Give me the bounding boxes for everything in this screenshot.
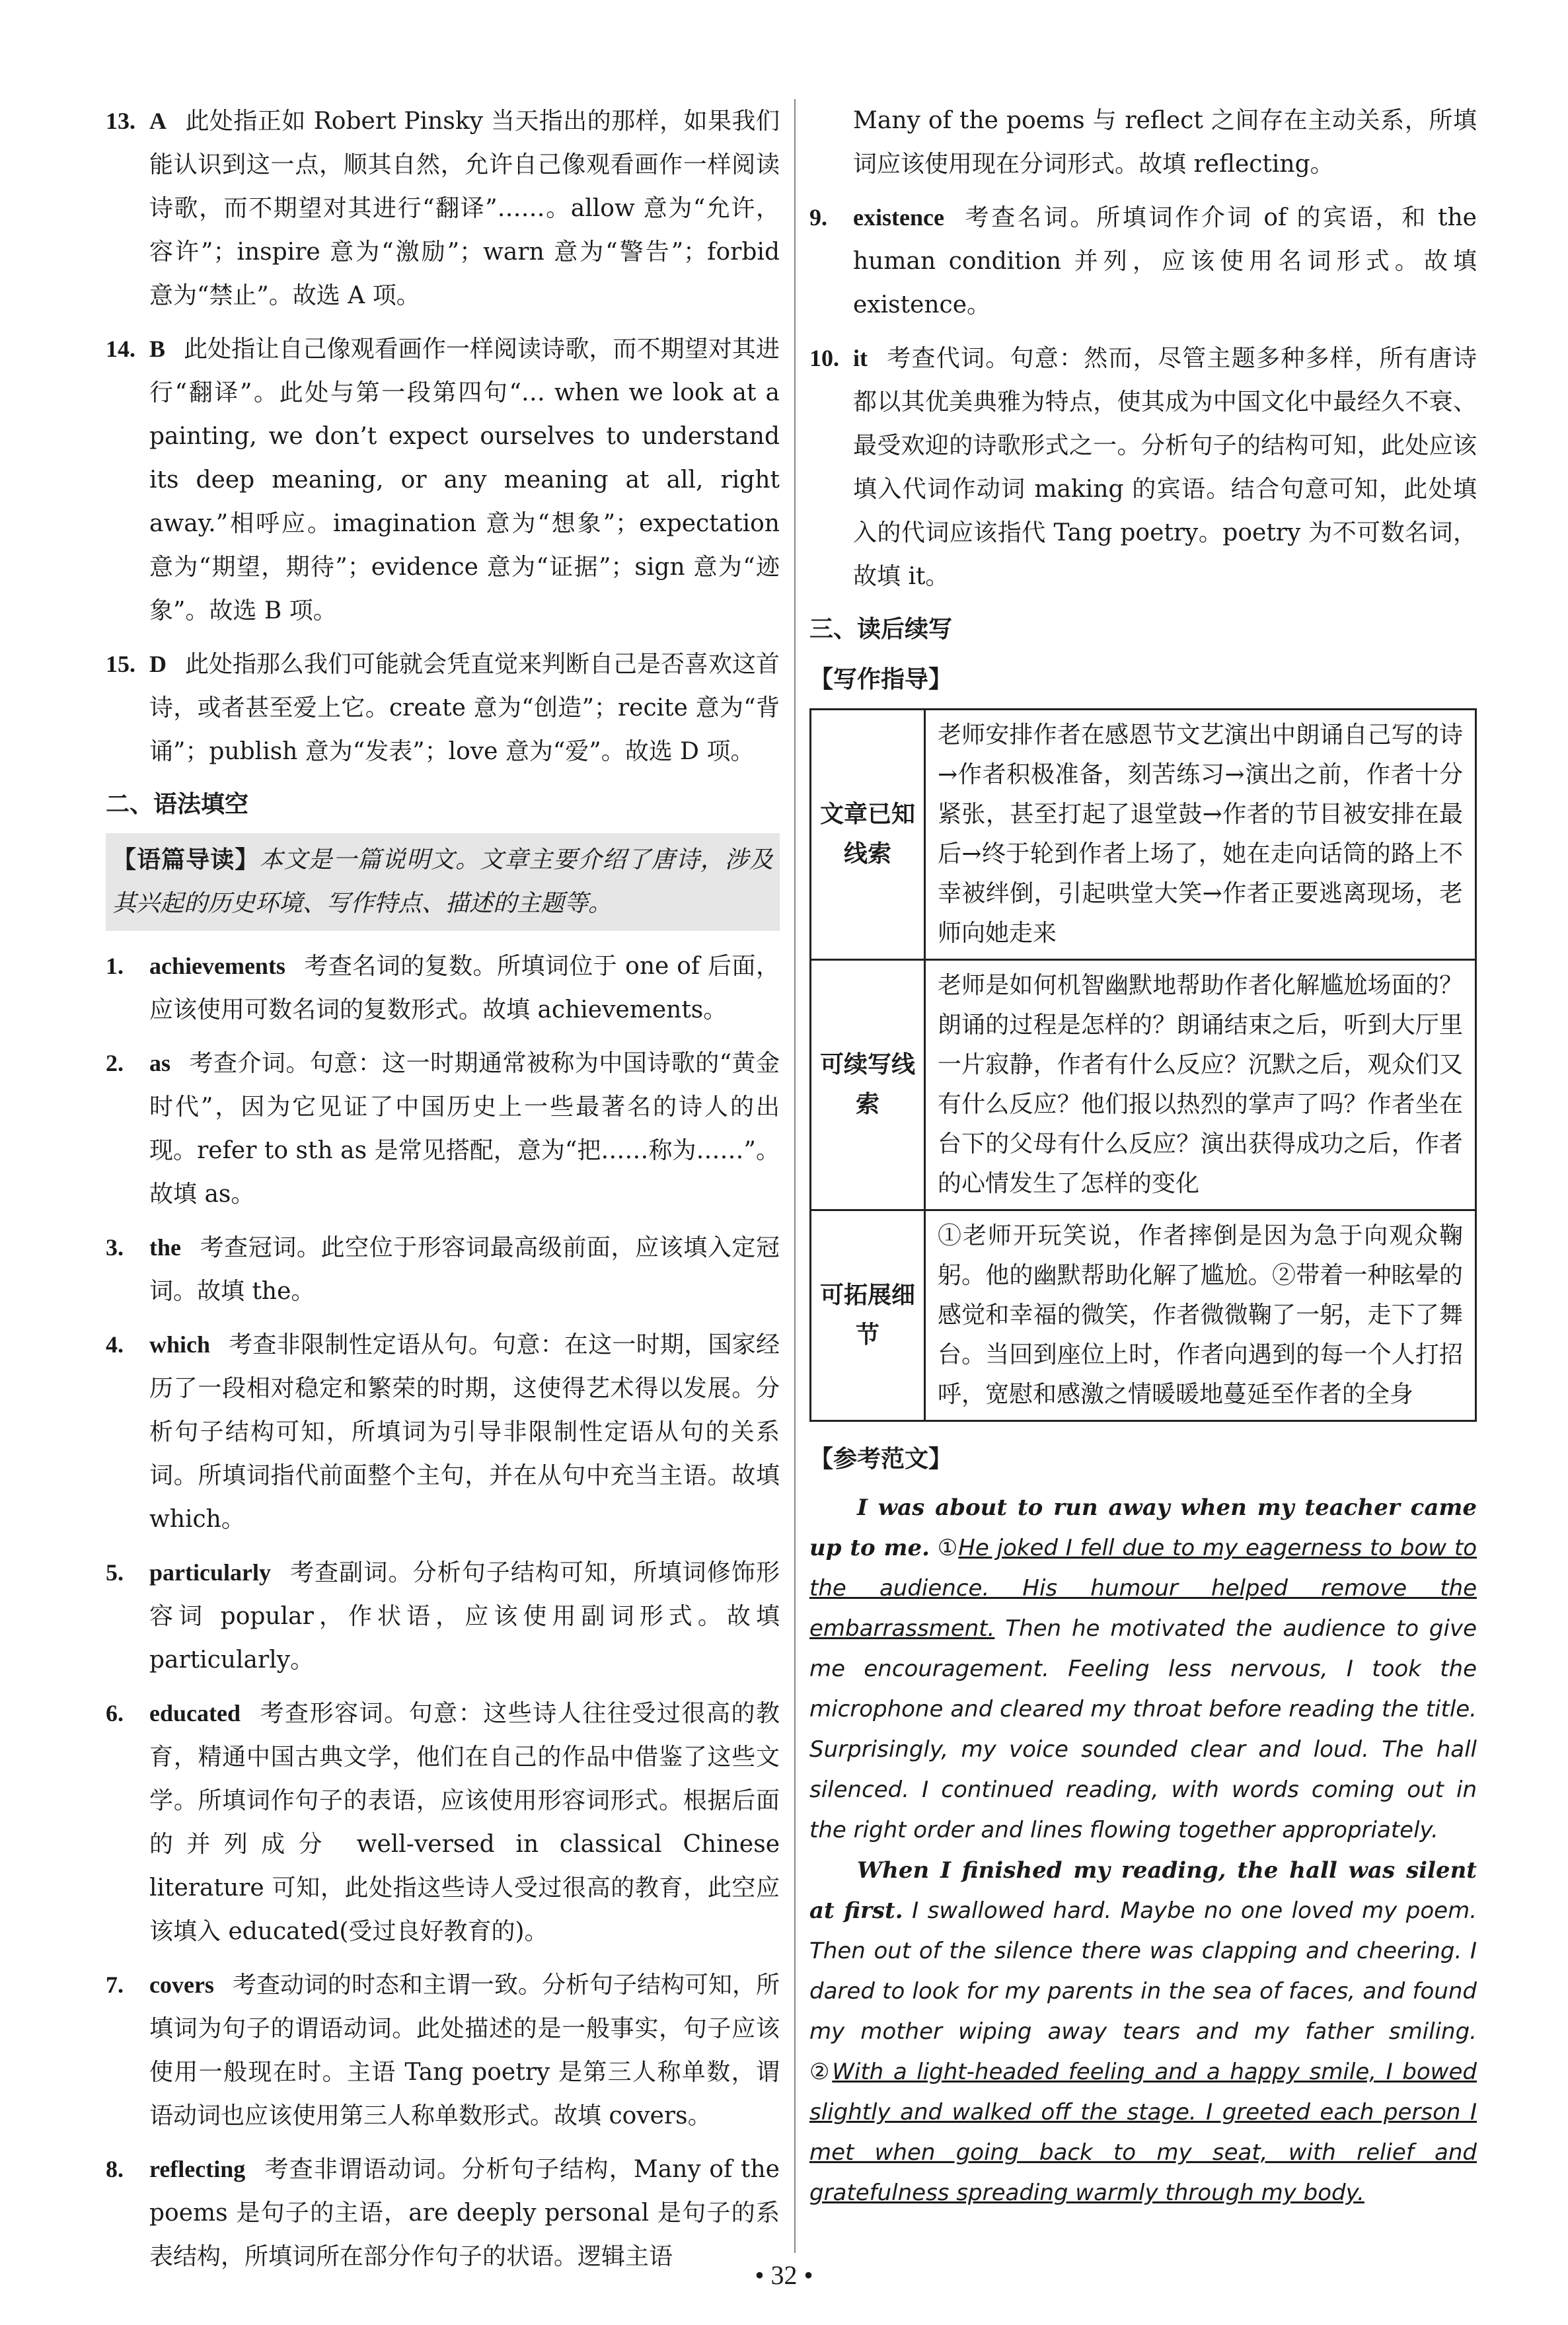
answer-explanation: 考查代词。句意：然而，尽管主题多种多样，所有唐诗都以其优美典雅为特点，使其成为中国文化中最经久不衰、最受欢迎的诗歌形式之一。分析句子的结构可知，此处应该填入代词作动词 making 的宾语。结合句意可知，此处填入的代词应该指代 Tang poetry。poetry 为不可数名词，故填 it。	[853, 345, 1477, 590]
column-divider	[794, 99, 796, 2253]
answer-number: 1.	[106, 953, 124, 979]
answers-grammar	[106, 944, 780, 2279]
answer-item	[809, 336, 1477, 599]
answer-explanation: 此处指那么我们可能就会凭直觉来判断自己是否喜欢这首诗，或者甚至爱上它。create 意为“创造”；recite 意为“背诵”；publish 意为“发表”；love 意为“爱”。故选 D 项。	[149, 651, 780, 765]
answer-item	[106, 642, 780, 774]
answer-explanation: 考查名词。所填词作介词 of 的宾语，和 the human condition 并列，应该使用名词形式。故填 existence。	[853, 204, 1477, 318]
sample-essay	[809, 1488, 1477, 2213]
answer-item	[106, 327, 780, 633]
answer-key: as	[149, 1050, 171, 1076]
answer-key: B	[149, 336, 166, 362]
right-column	[809, 99, 1477, 2213]
essay-p1-underlined: He joked I fell due to my eagerness to bow to the audience. His humour helped remove the embarrassment.	[809, 1535, 1477, 1642]
essay-p2-mark: ②	[809, 2059, 833, 2085]
answer-item	[106, 1691, 780, 1954]
answer-key: existence	[853, 204, 944, 231]
answers-reading	[106, 99, 780, 774]
answers-grammar-continued	[809, 196, 1477, 599]
answer-item	[106, 1323, 780, 1541]
answer-number: 10.	[809, 345, 839, 371]
answer-item	[106, 1226, 780, 1313]
essay-p2-lead: When I finished my reading, the hall was silent at first.	[809, 1857, 1477, 1924]
answer-number: 15.	[106, 651, 135, 677]
left-column	[106, 99, 780, 2288]
answer-number: 4.	[106, 1331, 124, 1358]
table-header-extend-details: 可拓展细节	[811, 1210, 925, 1421]
answer-explanation: 考查动词的时态和主谓一致。分析句子结构可知，所填词为句子的谓语动词。此处描述的是一般事实，句子应该使用一般现在时。主语 Tang poetry 是第三人称单数，谓语动词也应该使用第三人称单数形式。故填 covers。	[149, 1972, 780, 2129]
section-writing-heading: 三、读后续写	[809, 616, 953, 643]
answer-explanation: 考查非限制性定语从句。句意：在这一时期，国家经历了一段相对稳定和繁荣的时期，这使得艺术得以发展。分析句子结构可知，所填词为引导非限制性定语从句的关系词。所填词指代前面整个主句，并在从句中充当主语。故填 which。	[149, 1331, 780, 1533]
essay-p1-rest: Then he motivated the audience to give me encouragement. Feeling less nervous, I took the microphone and cleared my throat before reading the title. Surprisingly, my voice sounded clear and loud. The hall silenced. I continued reading, with words coming out in the right order and lines flowing together appropriately.	[809, 1615, 1477, 1843]
table-cell-continue-clues: 老师是如何机智幽默地帮助作者化解尴尬场面的？朗诵的过程是怎样的？朗诵结束之后，听到大厅里一片寂静，作者有什么反应？沉默之后，观众们又有什么反应？他们报以热烈的掌声了吗？作者坐在台下的父母有什么反应？演出获得成功之后，作者的心情发生了怎样的变化	[925, 960, 1476, 1210]
answer-key: A	[149, 108, 167, 134]
writing-guide-label: 【写作指导】	[809, 666, 953, 693]
answer-number: 3.	[106, 1234, 124, 1261]
table-row	[811, 710, 1476, 960]
sample-essay-label: 【参考范文】	[809, 1446, 953, 1473]
essay-p2-underlined: With a light-headed feeling and a happy smile, I bowed slightly and walked off the stage. I greeted each person I met when going back to my seat, with relief and gratefulness spreading warmly through my body.	[809, 2059, 1477, 2206]
answer-key: it	[853, 345, 868, 371]
table-header-continue-clues: 可续写线索	[811, 960, 925, 1210]
answer-key: D	[149, 651, 167, 677]
table-row	[811, 960, 1476, 1210]
passage-guide	[106, 833, 780, 931]
essay-paragraph-2	[809, 1851, 1477, 2213]
essay-p1-lead: I was about to run away when my teacher came up to me.	[809, 1495, 1477, 1561]
table-header-known-clues: 文章已知线索	[811, 710, 925, 960]
answer-key: which	[149, 1331, 211, 1358]
answer-number: 7.	[106, 1972, 124, 1998]
essay-p1-mark: ①	[937, 1535, 959, 1561]
answer-explanation: 考查名词的复数。所填词位于 one of 后面，应该使用可数名词的复数形式。故填 achievements。	[149, 953, 780, 1023]
answer-number: 6.	[106, 1700, 124, 1726]
answer-key: covers	[149, 1972, 214, 1998]
continuation-text: Many of the poems 与 reflect 之间存在主动关系，所填词应该使用现在分词形式。故填 reflecting。	[853, 107, 1477, 178]
page-number: • 32 •	[755, 2260, 813, 2290]
answer-explanation: 此处指正如 Robert Pinsky 当天指出的那样，如果我们能认识到这一点，顺其自然，允许自己像观看画作一样阅读诗歌，而不期望对其进行“翻译”……。allow 意为“允许，容许”；inspire 意为“激励”；warn 意为“警告”；forbid 意为“禁止”。故选 A 项。	[149, 108, 780, 309]
answer-key: educated	[149, 1700, 241, 1726]
table-cell-extend-details: ①老师开玩笑说，作者摔倒是因为急于向观众鞠躬。他的幽默帮助化解了尴尬。②带着一种眩晕的感觉和幸福的微笑，作者微微鞠了一躬，走下了舞台。当回到座位上时，作者向遇到的每一个人打招呼，宽慰和感激之情暖暖地蔓延至作者的全身	[925, 1210, 1476, 1421]
answer-explanation: 考查副词。分析句子结构可知，所填词修饰形容词 popular，作状语，应该使用副词形式。故填 particularly。	[149, 1559, 780, 1674]
answer-item	[106, 944, 780, 1032]
answer-item	[106, 1963, 780, 2138]
answer-number: 13.	[106, 108, 135, 134]
answer-explanation: 考查非谓语动词。分析句子结构，Many of the poems 是句子的主语，are deeply personal 是句子的系表结构，所填词所在部分作句子的状语。逻辑主语	[149, 2156, 780, 2270]
answer-number: 9.	[809, 204, 827, 231]
answer-number: 8.	[106, 2156, 124, 2182]
table-cell-known-clues: 老师安排作者在感恩节文艺演出中朗诵自己写的诗→作者积极准备，刻苦练习→演出之前，作者十分紧张，甚至打起了退堂鼓→作者的节目被安排在最后→终于轮到作者上场了，她在走向话筒的路上不幸被绊倒，引起哄堂大笑→作者正要逃离现场，老师向她走来	[925, 710, 1476, 960]
answer-key: the	[149, 1234, 181, 1261]
passage-guide-label: 【语篇导读】	[112, 846, 260, 873]
answer-item	[106, 1041, 780, 1216]
answer-explanation: 考查冠词。此空位于形容词最高级前面，应该填入定冠词。故填 the。	[149, 1234, 780, 1305]
writing-guide-table	[809, 708, 1477, 1422]
answer-explanation: 此处指让自己像观看画作一样阅读诗歌，而不期望对其进行“翻译”。此处与第一段第四句“… when we look at a painting, we don’t expect ourselves to understand its deep meaning, or any meaning at all, right away.”相呼应。imagination 意为“想象”；expectation 意为“期望，期待”；evidence 意为“证据”；sign 意为“迹象”。故选 B 项。	[149, 336, 780, 624]
answer-item	[106, 99, 780, 318]
answer-explanation: 考查形容词。句意：这些诗人往往受过很高的教育，精通中国古典文学，他们在自己的作品中借鉴了这些文学。所填词作句子的表语，应该使用形容词形式。根据后面的并列成分 well-versed in classical Chinese literature 可知，此处指这些诗人受过很高的教育，此空应该填入 educated(受过良好教育的)。	[149, 1700, 780, 1945]
answer-item	[106, 1551, 780, 1682]
essay-p2-rest: I swallowed hard. Maybe no one loved my poem. Then out of the silence there was clapping and cheering. I dared to look for my parents in the sea of faces, and found my mother wiping away tears and my father smiling.	[809, 1898, 1477, 2045]
essay-paragraph-1	[809, 1488, 1477, 1851]
answer-explanation: 考查介词。句意：这一时期通常被称为中国诗歌的“黄金时代”，因为它见证了中国历史上一些最著名的诗人的出现。refer to sth as 是常见搭配，意为“把……称为……”。故填 as。	[149, 1050, 780, 1208]
answer-key: achievements	[149, 953, 285, 979]
answer-key: reflecting	[149, 2156, 246, 2182]
passage-guide-text: 本文是一篇说明文。文章主要介绍了唐诗，涉及其兴起的历史环境、写作特点、描述的主题等。	[112, 846, 773, 917]
answer-key: particularly	[149, 1559, 271, 1586]
section-grammar-heading: 二、语法填空	[106, 791, 249, 818]
answer-number: 14.	[106, 336, 135, 362]
answer-number: 5.	[106, 1559, 124, 1586]
answer-item	[809, 196, 1477, 327]
answer-number: 2.	[106, 1050, 124, 1076]
table-row	[811, 1210, 1476, 1421]
